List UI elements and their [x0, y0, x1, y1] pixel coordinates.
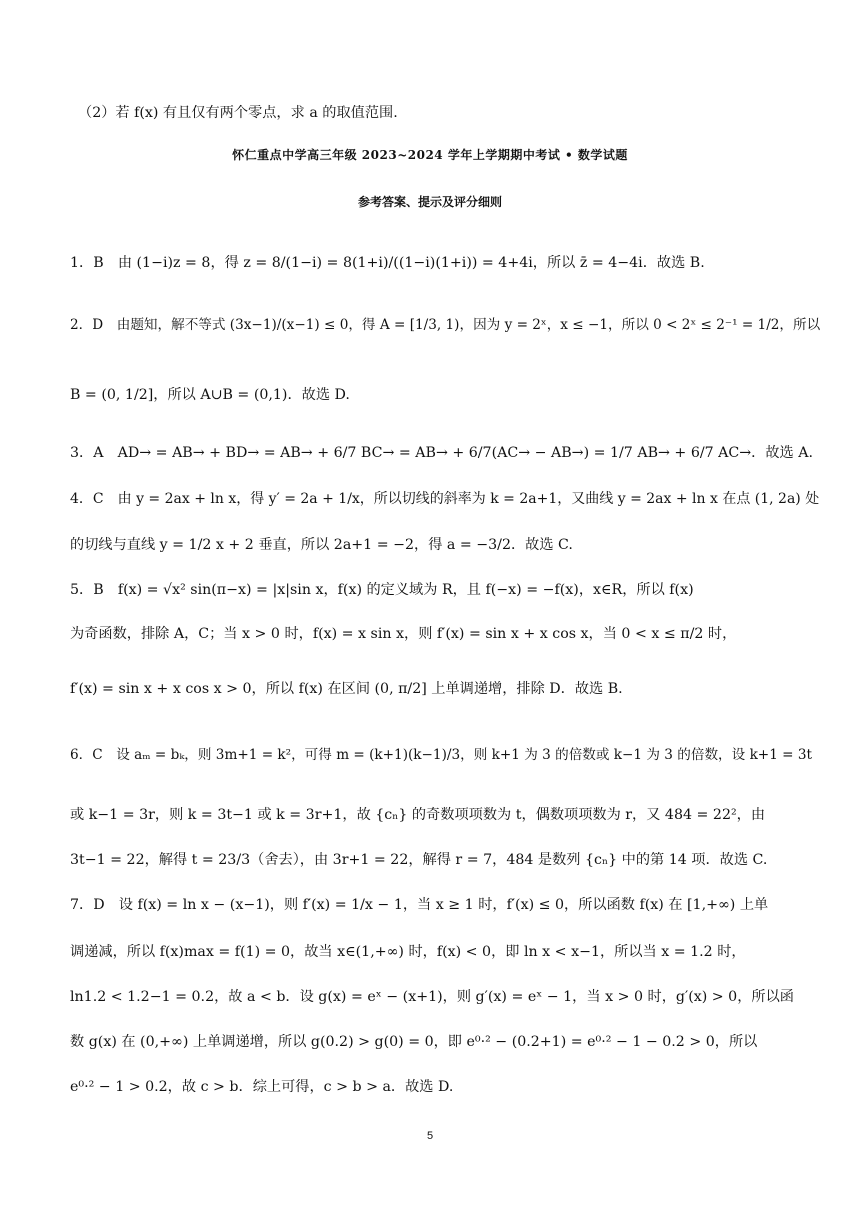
question-part-2: （2）若 f(x) 有且仅有两个零点，求 a 的取值范围. — [78, 105, 398, 121]
answer-line-3: B = (0, 1/2]，所以 A∪B = (0,1)．故选 D. — [70, 387, 350, 403]
answer-line-6: 的切线与直线 y = 1/2 x + 2 垂直，所以 2a+1 = −2，得 a = −3/2．故选 C. — [70, 537, 573, 553]
answer-line-11: 或 k−1 = 3r，则 k = 3t−1 或 k = 3r+1，故 {cₙ} 的奇数项项数为 t，偶数项项数为 r，又 484 = 22²，由 — [70, 807, 766, 823]
answer-line-2: 2．D 由题知，解不等式 (3x−1)/(x−1) ≤ 0，得 A = [1/3, 1)，因为 y = 2ˣ，x ≤ −1，所以 0 < 2ˣ ≤ 2⁻¹ = 1/2，所以 — [70, 317, 821, 333]
answer-line-4: 3．A AD→ = AB→ + BD→ = AB→ + 6/7 BC→ = AB→ + 6/7(AC→ − AB→) = 1/7 AB→ + 6/7 AC→．故选 A. — [70, 445, 813, 461]
answer-line-13: 7．D 设 f(x) = ln x − (x−1)，则 f′(x) = 1/x − 1，当 x ≥ 1 时，f′(x) ≤ 0，所以函数 f(x) 在 [1,+∞) 上单 — [70, 897, 769, 913]
answer-line-5: 4．C 由 y = 2ax + ln x，得 y′ = 2a + 1/x，所以切线的斜率为 k = 2a+1，又曲线 y = 2ax + ln x 在点 (1, 2a) 处 — [70, 491, 820, 507]
answer-line-9: f′(x) = sin x + x cos x > 0，所以 f(x) 在区间 (0, π/2] 上单调递增，排除 D．故选 B. — [70, 681, 623, 697]
answer-line-15: ln1.2 < 1.2−1 = 0.2，故 a < b．设 g(x) = eˣ − (x+1)，则 g′(x) = eˣ − 1，当 x > 0 时，g′(x) > 0，所以函 — [70, 989, 794, 1005]
answer-line-7: 5．B f(x) = √x² sin(π−x) = |x|sin x，f(x) 的定义域为 R，且 f(−x) = −f(x)，x∈R，所以 f(x) — [70, 582, 694, 598]
answer-line-14: 调递减，所以 f(x)max = f(1) = 0，故当 x∈(1,+∞) 时，f(x) < 0，即 ln x < x−1，所以当 x = 1.2 时， — [70, 944, 746, 960]
answer-line-8: 为奇函数，排除 A，C；当 x > 0 时，f(x) = x sin x，则 f′(x) = sin x + x cos x，当 0 < x ≤ π/2 时， — [70, 626, 737, 642]
answer-line-1: 1．B 由 (1−i)z = 8，得 z = 8/(1−i) = 8(1+i)/((1−i)(1+i)) = 4+4i，所以 z̄ = 4−4i．故选 B. — [70, 255, 705, 271]
document-title: 怀仁重点中学高三年级 2023~2024 学年上学期期中考试 • 数学试题 — [232, 148, 628, 162]
page-number: 5 — [426, 1130, 434, 1142]
document-subtitle: 参考答案、提示及评分细则 — [357, 195, 502, 209]
answer-line-12: 3t−1 = 22，解得 t = 23/3（舍去），由 3r+1 = 22，解得 r = 7，484 是数列 {cₙ} 中的第 14 项．故选 C. — [70, 852, 768, 868]
answer-line-10: 6．C 设 aₘ = bₖ，则 3m+1 = k²，可得 m = (k+1)(k−1)/3，则 k+1 为 3 的倍数或 k−1 为 3 的倍数，设 k+1 = 3t — [70, 747, 812, 763]
answer-line-17: e⁰·² − 1 > 0.2，故 c > b．综上可得，c > b > a．故选 D. — [70, 1079, 454, 1095]
answer-line-16: 数 g(x) 在 (0,+∞) 上单调递增，所以 g(0.2) > g(0) = 0，即 e⁰·² − (0.2+1) = e⁰·² − 1 − 0.2 > 0，所以 — [70, 1034, 758, 1050]
